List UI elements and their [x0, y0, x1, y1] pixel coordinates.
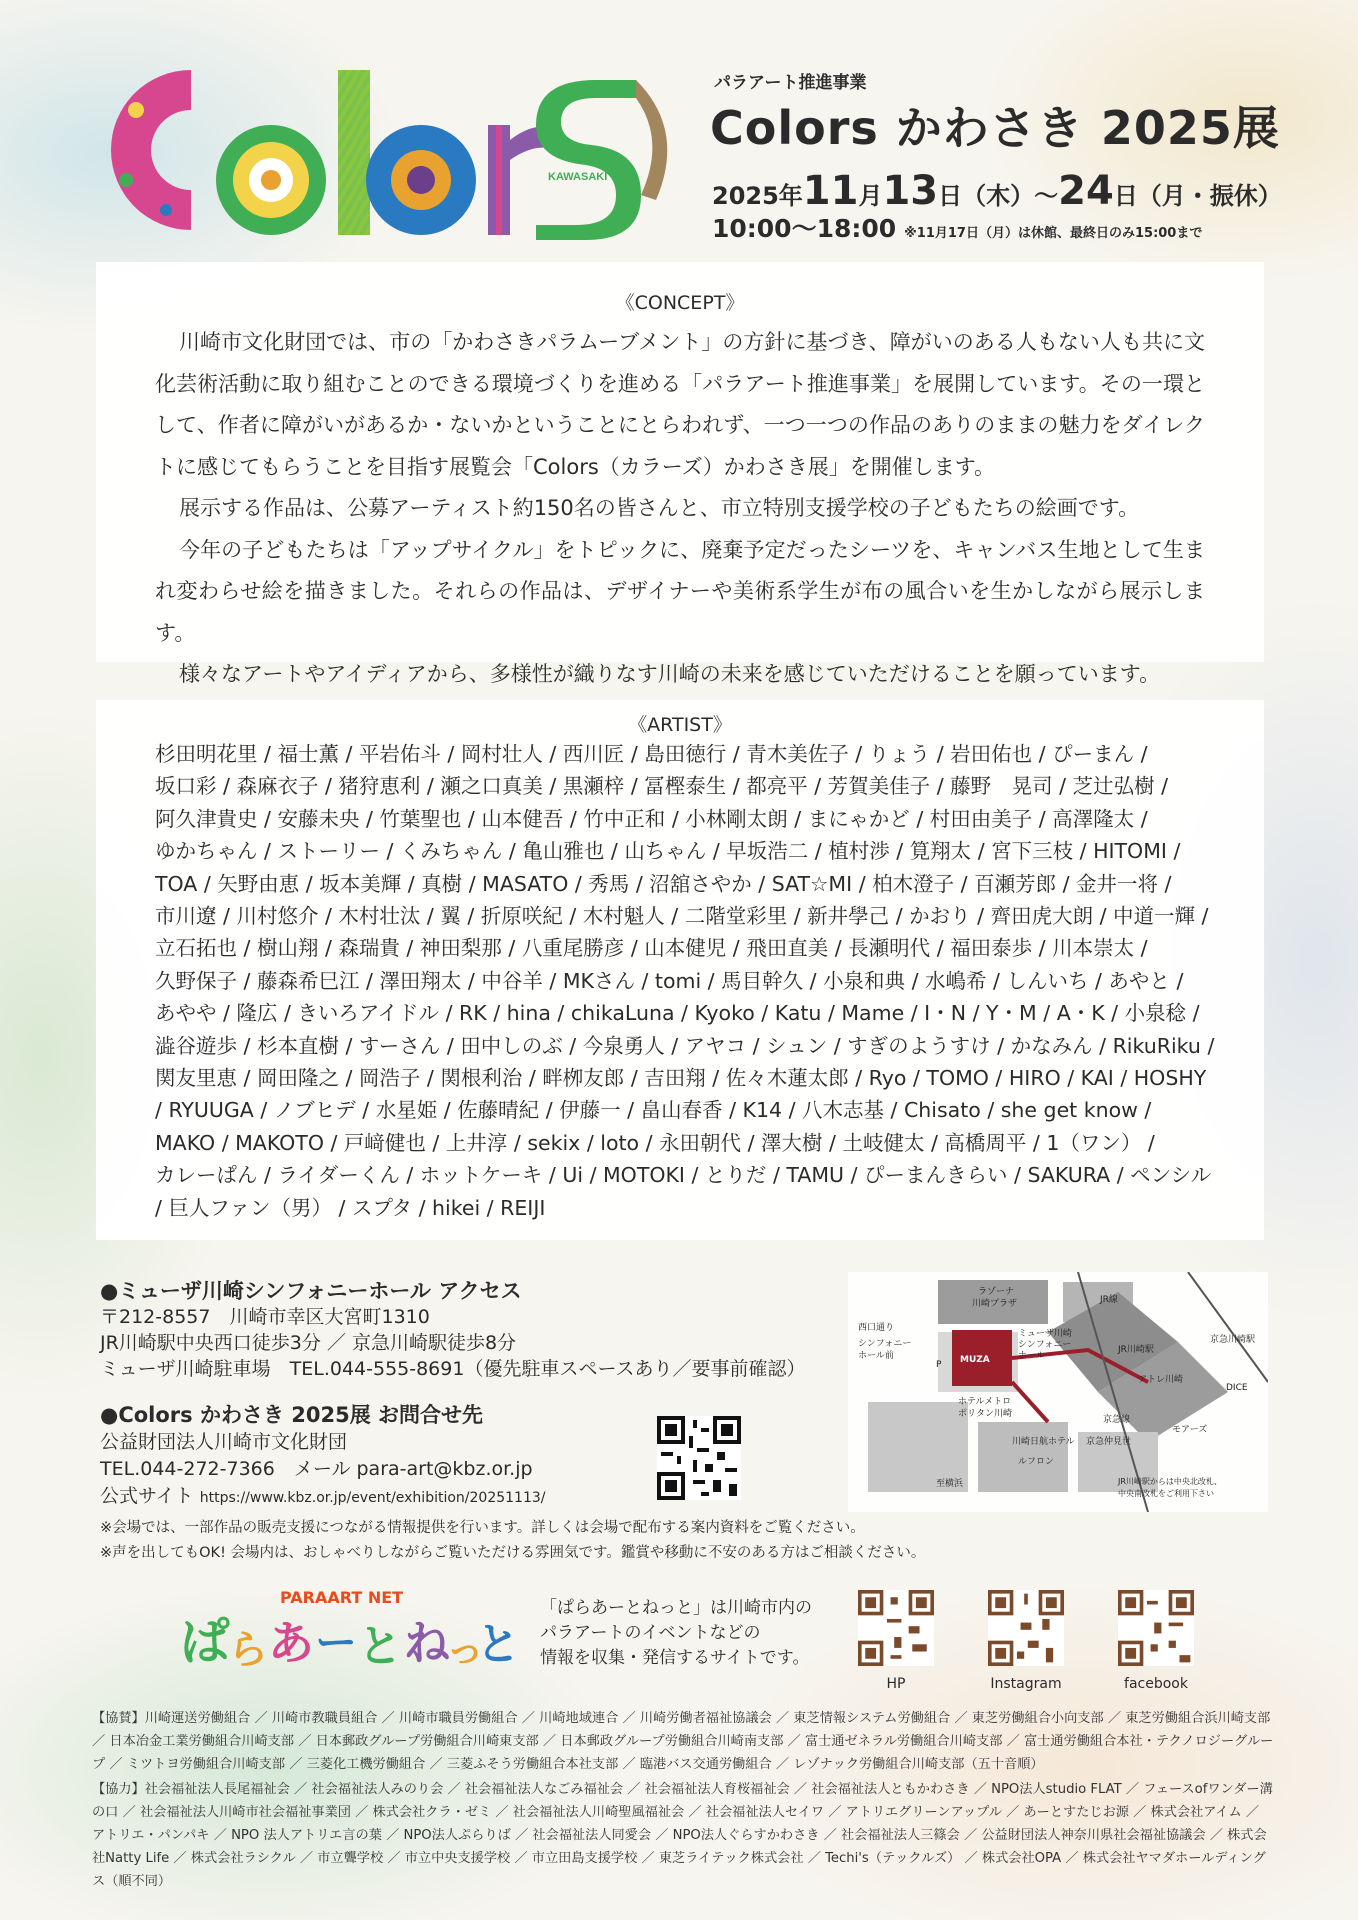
map-label-nikko: 川崎日航ホテル	[1012, 1437, 1075, 1447]
artist-name: 森瑞貴	[338, 936, 400, 961]
paraart-description-line: 「ぱらあーとねっと」は川崎市内の	[540, 1598, 812, 1618]
artist-list: 杉田明花里 / 福士薫 / 平岩佑斗 / 岡村壮人 / 西川匠 / 島田徳行 / 青木美佐子 / りょう / 岩田佑也 / ぴーまん / 坂口彩 / 森麻衣子 / 猪狩恵利 / 瀬之口真美 / 黒瀬梓 / 冨樫泰生 / 都亮平 / 芳賀美佳子 / 藤野 晃司 / 芝辻弘樹 / 阿久津貴史 / 安藤未央 / 竹葉聖也 / 山本健吾 / 竹中正和 / 小林剛太朗 / まにゃかど / 村田由美子 / 高澤隆太 / ゆかちゃん / ストーリー / くみちゃん / 亀山雅也 / 山ちゃん / 早坂浩二 / 植村渉 / 筧翔太 / 宮下三枝 / HITOMI / TOA / 矢野由恵 / 坂本美輝 / 真樹 / MASATO / 秀馬 / 沼舘さやか / SAT☆MI / 柏木澄子 / 百瀬芳郎 / 金井一将 / 市川遼 / 川村悠介 / 木村壮汰 / 翼 / 折原咲紀 / 木村魁人 / 二階堂彩里 / 新井學己 / かおり / 齊田虎大朗 / 中道一輝 / 立石拓也 / 樹山翔 / 森瑞貴 / 神田梨那 / 八重尾勝彦 / 山本健児 / 飛田直美 / 長瀬明代 / 福田泰歩 / 川本崇太 / 久野保子 / 藤森希巳江 / 澤田翔太 / 中谷羊 / MKさん / tomi / 馬目幹久 / 小泉和典 / 水嶋希 / しんいち / あやと / あやや / 隆広 / きいろアイドル / RK / hina / chikaLuna / Kyoko / Katu / Mame / I・N / Y・M / A・K / 小泉稔 / 澁谷遊歩 / 杉本直樹 / すーさん / 田中しのぶ / 今泉勇人 / アヤコ / シュン / すぎのようすけ / かなみん / RikuRiku / 関友里恵 / 岡田隆之 / 岡浩子 / 関根利治 / 畔栁友郎 / 吉田翔 / 佐々木蓮太郎 / Ryo / TOMO / HIRO / KAI / HOSHY / RYUUGA / ノブヒデ / 水星姫 / 佐藤晴紀 / 伊藤一 / 畠山春香 / K14 / 八木志基 / Chisato / she get know / MAKO / MAKOTO / 戸﨑健也 / 上井淳 / sekix / loto / 永田朝代 / 澤大樹 / 土岐健太 / 高橋周平 / 1（ワン） / カレーぱん / ライダーくん / ホットケーキ / Ui / MOTOKI / とりだ / TAMU / ぴーまんきらい / SAKURA / ペンシル / 巨人ファン（男） / スプタ / hikei / REIJI	[155, 742, 1215, 1220]
sponsors-kyosan	[92, 1707, 1274, 1776]
map-label-keikyu-station: 京急川崎駅	[1210, 1335, 1256, 1345]
artist-name: 芝辻弘樹	[1072, 774, 1155, 799]
artist-name: 岡村壮人	[460, 742, 543, 766]
artist-heading: 《ARTIST》	[628, 714, 732, 736]
artist-name: 筧翔太	[909, 839, 972, 864]
artist-name: 小泉和典	[823, 968, 906, 993]
artist-name: 隆広	[236, 1001, 278, 1026]
concept-paragraph: 様々なアートやアイディアから、多様性が織りなす川崎の未来を感じていただけることを願っています。	[179, 662, 1161, 686]
artist-name: 坂口彩	[155, 774, 217, 799]
artist-name: 齊田虎大朗	[990, 904, 1094, 929]
hours-note: ※11月17日（月）は休館、最終日のみ15:00まで	[904, 226, 1203, 241]
hours-text: 10:00～18:00	[712, 214, 897, 243]
artist-name: REIJI	[500, 1195, 546, 1220]
kyosan-list: 川崎運送労働組合 ／ 川崎市教職員組合 ／ 川崎市職員労働組合 ／ 川崎地域連合 ／ 川崎労働者福祉協議会 ／ 東芝情報システム労働組合 ／ 東芝労働組合小向支部 ／ 東芝労働組合浜川崎支部 ／ 日本冶金工業労働組合川崎支部 ／ 日本郵政グループ労働組合川崎東支部 ／ 日本郵政グループ労働組合川崎南支部 ／ 富士通ゼネラル労働組合川崎支部 ／ 富士通労働組合本社・テクノロジーグループ ／ ミツトヨ労働組合川崎支部 ／ 三菱化工機労働組合 ／ 三菱ふそう労働組合本社支部 ／ 臨港バス交通労働組合 ／ レゾナック労働組合川崎支部（五十音順）	[92, 1711, 1274, 1772]
logo-sub-text: KAWASAKI	[548, 171, 608, 183]
artist-name: 黒瀬梓	[562, 774, 625, 799]
artist-name: HITOMI	[1093, 839, 1167, 864]
map-label-muza-hall-2: シンフォニー	[1018, 1340, 1072, 1350]
map-label-jr-station: JR川崎駅	[1118, 1345, 1154, 1355]
artist-name: 川村悠介	[236, 904, 319, 929]
artist-name: 矢野由恵	[217, 871, 300, 896]
artist-name: TOMO	[926, 1066, 989, 1091]
map-label-hall-front: シンフォニー	[858, 1339, 912, 1349]
artist-name: 山本健吾	[481, 806, 564, 831]
artist-name: 樹山翔	[256, 936, 319, 961]
artist-name: 亀山雅也	[522, 839, 605, 864]
artist-name: くみちゃん	[399, 839, 503, 864]
artist-name: 神田梨那	[419, 936, 502, 961]
artist-name: 植村渉	[828, 839, 890, 864]
artist-name: 飛田直美	[746, 936, 829, 961]
artist-name: hikei	[432, 1195, 481, 1220]
official-site	[100, 1483, 880, 1512]
artist-name: 上井淳	[445, 1130, 508, 1155]
artist-name: Y・M	[986, 1001, 1037, 1026]
kyosan-label: 【協賛】	[92, 1711, 145, 1726]
artist-name: 芳賀美佳子	[827, 774, 931, 799]
map-label-nishiguchi: 西口通り	[858, 1323, 895, 1333]
date-month: 11	[802, 168, 859, 214]
artist-name: A・K	[1056, 1001, 1105, 1026]
artist-name: RYUUGA	[168, 1098, 254, 1123]
artist-name: 八木志基	[802, 1098, 885, 1123]
paraart-label: PARAART NET	[280, 1588, 404, 1607]
artist-name: loto	[600, 1130, 640, 1155]
artist-name: MASATO	[482, 871, 569, 896]
artist-name: 秀馬	[588, 871, 630, 896]
artist-name: tomi	[654, 968, 702, 993]
artist-name: 立石拓也	[155, 936, 237, 961]
map-label-muza-hall: ミューザ川崎	[1018, 1329, 1072, 1339]
artist-name: すぎのようすけ	[847, 1033, 991, 1058]
artist-name: 猪狩恵利	[338, 774, 421, 799]
artist-name: 阿久津貴史	[155, 806, 258, 831]
artist-name: 市川遼	[155, 904, 217, 929]
artist-name: あやや	[155, 1001, 217, 1026]
artist-name: Chisato	[903, 1098, 981, 1123]
site-label: 公式サイト	[100, 1485, 194, 1507]
map-label-hotel-metro: ホテルメトロ	[958, 1397, 1012, 1407]
artist-name: 翼	[440, 904, 461, 929]
access-address: 〒212-8557 川崎市幸区大宮町1310	[100, 1306, 430, 1328]
artist-name: スプタ	[351, 1195, 413, 1220]
artist-name: 岡田隆之	[256, 1066, 339, 1091]
artist-name: 金井一将	[1076, 871, 1159, 896]
access-heading: ●ミューザ川崎シンフォニーホール アクセス	[100, 1279, 522, 1303]
event-title: Colors かわさき 2025展	[710, 101, 1280, 155]
artist-name: TAMU	[786, 1163, 845, 1188]
artist-name: まにゃかど	[807, 806, 910, 831]
paraart-logo-char: あ	[268, 1616, 314, 1670]
paraart-description-line: 情報を収集・発信するサイトです。	[540, 1648, 810, 1668]
artist-name: ぴーまん	[1052, 742, 1135, 766]
artist-name: シュン	[766, 1033, 828, 1058]
artist-name: 杉本直樹	[256, 1033, 339, 1058]
artist-name: 竹葉聖也	[379, 806, 462, 831]
access-parking: ミューザ川崎駐車場 TEL.044-555-8691（優先駐車スペースあり／要事前確認）	[100, 1358, 806, 1380]
artist-name: 柏木澄子	[872, 871, 955, 896]
artist-name: I・N	[924, 1001, 967, 1026]
artist-name: りょう	[868, 742, 931, 766]
sponsors-section	[92, 1707, 1274, 1895]
map-label-lazona-2: 川崎プラザ	[972, 1299, 1018, 1309]
date-start-suffix: 日（木）～	[938, 182, 1059, 210]
map-label-lufron: ルフロン	[1018, 1457, 1055, 1467]
artist-name: Mame	[841, 1001, 905, 1026]
note-line: ※声を出してもOK! 会場内は、おしゃべりしながらご覧いただける雰囲気です。鑑賞や移動に不安のある方はご相談ください。	[100, 1545, 926, 1561]
artist-name: 高澤隆太	[1052, 806, 1135, 831]
artist-name: SAT☆MI	[771, 871, 853, 896]
artist-name: 川本崇太	[1052, 936, 1135, 961]
map-note-2: 中央南改札をご利用下さい	[1118, 1489, 1214, 1498]
artist-name: 宮下三枝	[991, 839, 1074, 864]
artist-name: 田中しのぶ	[460, 1033, 563, 1058]
concept-heading: 《CONCEPT》	[615, 292, 745, 314]
access-section	[100, 1278, 880, 1382]
paraart-logo-char: と	[358, 1621, 402, 1672]
artist-name: 新井學己	[807, 904, 890, 929]
artist-name: MOTOKI	[603, 1163, 685, 1188]
artist-name: 水嶋希	[925, 968, 987, 993]
artist-name: 森麻衣子	[236, 774, 319, 799]
artist-name: 永田朝代	[659, 1130, 742, 1155]
artist-name: 戸﨑健也	[343, 1130, 426, 1155]
artist-name: 山本健児	[644, 936, 727, 961]
artist-name: 八重尾勝彦	[521, 936, 625, 961]
qr-label-facebook: facebook	[1124, 1676, 1188, 1692]
access-map	[848, 1272, 1268, 1512]
artist-name: きいろアイドル	[297, 1001, 440, 1026]
event-date	[712, 168, 1282, 214]
kyoryoku-label: 【協力】	[92, 1782, 145, 1797]
artist-name: ぴーまんきらい	[864, 1163, 1008, 1188]
artist-name: 1（ワン）	[1046, 1130, 1142, 1155]
artist-name: 福士薫	[277, 742, 339, 766]
artist-name: しんいち	[1006, 968, 1089, 993]
artist-name: K14	[742, 1098, 783, 1123]
map-label-keikyu-ginza: 京急仲見世	[1086, 1437, 1132, 1447]
artist-name: 小泉稔	[1124, 1001, 1187, 1026]
artist-name: 関根利治	[440, 1066, 523, 1091]
artist-name: ペンシル	[1130, 1163, 1212, 1188]
artist-name: 長瀬明代	[848, 936, 931, 961]
artist-name: 吉田翔	[644, 1066, 706, 1091]
artist-name: Kyoko	[694, 1001, 755, 1026]
site-url[interactable]: https://www.kbz.or.jp/event/exhibition/20251113/	[199, 1490, 546, 1506]
qr-label-hp: HP	[886, 1676, 906, 1692]
artist-name: 二階堂彩里	[684, 904, 788, 929]
map-label-dice: DICE	[1226, 1383, 1248, 1393]
artist-name: 百瀬芳郎	[974, 871, 1057, 896]
artist-name: 岡浩子	[358, 1066, 421, 1091]
map-label-moazu: モアーズ	[1172, 1425, 1208, 1435]
artist-name: ゆかちゃん	[155, 839, 258, 864]
map-label-jr-line: JR線	[1100, 1295, 1118, 1305]
artist-name: 坂本美輝	[319, 871, 402, 896]
artist-name: chikaLuna	[570, 1001, 675, 1026]
artist-name: とりだ	[704, 1163, 767, 1188]
colors-logo	[96, 50, 686, 250]
artist-name: 木村壮汰	[338, 904, 421, 929]
artist-name: 伊藤一	[559, 1098, 621, 1123]
artist-name: HOSHY	[1133, 1066, 1207, 1091]
artist-name: 中道一輝	[1113, 904, 1196, 929]
artist-name: 澤大樹	[761, 1130, 823, 1155]
artist-name: 畠山春香	[640, 1098, 723, 1123]
artist-name: ホットケーキ	[419, 1163, 543, 1188]
paraart-logo-char: ね	[404, 1616, 450, 1670]
artist-name: ライダーくん	[277, 1163, 400, 1188]
artist-name: 高橋周平	[944, 1130, 1027, 1155]
paraart-logo-char: っ	[446, 1628, 485, 1672]
contact-org: 公益財団法人川崎市文化財団	[100, 1431, 348, 1453]
artist-name: KAI	[1080, 1066, 1114, 1091]
artist-name: Katu	[774, 1001, 822, 1026]
paraart-description	[540, 1596, 812, 1671]
artist-name: Ryo	[868, 1066, 907, 1091]
date-end-day: 24	[1058, 168, 1114, 214]
artist-name: ノブヒデ	[273, 1098, 356, 1123]
paraart-logo-char: と	[476, 1619, 520, 1670]
artist-name: 折原咲紀	[480, 904, 563, 929]
artist-name: 安藤未央	[277, 806, 360, 831]
artist-name: RK	[459, 1001, 487, 1026]
artist-name: HIRO	[1008, 1066, 1061, 1091]
artist-name: 杉田明花里	[155, 742, 258, 766]
map-label-to-yokohama: 至横浜	[936, 1479, 964, 1489]
artist-name: 青木美佐子	[746, 742, 849, 766]
artist-name: MAKOTO	[235, 1130, 324, 1155]
artist-name: 関友里恵	[155, 1066, 237, 1091]
artist-name: アヤコ	[684, 1033, 747, 1058]
artist-name: ストーリー	[277, 839, 380, 864]
artist-name: 真樹	[421, 871, 463, 896]
artist-name: 冨樫泰生	[644, 774, 727, 799]
notes	[100, 1516, 1000, 1566]
contact-section	[100, 1402, 880, 1512]
date-end-suffix: 日（月・振休）	[1113, 182, 1282, 210]
contact-tel-mail: TEL.044-272-7366 メール para-art@kbz.or.jp	[100, 1458, 533, 1480]
kyoryoku-list: 社会福祉法人長尾福祉会 ／ 社会福祉法人みのり会 ／ 社会福祉法人なごみ福祉会 ／ 社会福祉法人育桜福祉会 ／ 社会福祉法人ともかわさき ／ NPO法人studio FLAT ／ フェースofワンダー溝の口 ／ 社会福祉法人川崎市社会福祉事業団 ／ 株式会社クラ・ゼミ ／ 社会福祉法人川崎聖風福祉会 ／ 社会福祉法人セイワ ／ アトリエグリーンアップル ／ あーとすたじお源 ／ 株式会社アイム ／ アトリエ・パンパキ ／ NPO 法人アトリエ言の葉 ／ NPO法人ぷらりば ／ 社会福祉法人同愛会 ／ NPO法人ぐらすかわさき ／ 社会福祉法人三篠会 ／ 公益財団法人神奈川県社会福祉協議会 ／ 株式会社Natty Life ／ 株式会社ラシクル ／ 市立聾学校 ／ 市立中央支援学校 ／ 市立田島支援学校 ／ 東芝ライテック株式会社 ／ Techi's（テックルズ） ／ 株式会社OPA ／ 株式会社ヤマダホールディングス（順不同）	[92, 1782, 1273, 1889]
artist-name: 沼舘さやか	[649, 871, 752, 896]
artist-name: あやと	[1108, 968, 1170, 993]
paraart-logo-char: ぱ	[180, 1613, 230, 1671]
map-muza-logo: MUZA	[960, 1355, 990, 1365]
artist-name: 竹中正和	[583, 806, 666, 831]
artist-name: 澁谷遊歩	[155, 1033, 237, 1058]
paraart-logo-char: ら	[228, 1627, 268, 1673]
concept-paragraph: 展示する作品は、公募アーティスト約150名の皆さんと、市立特別支援学校の子どもたちの絵画です。	[179, 496, 1140, 520]
artist-name: she get know	[1000, 1098, 1138, 1123]
artist-name: 福田泰歩	[950, 936, 1033, 961]
event-category: パラアート推進事業	[714, 73, 867, 93]
paraart-net-logo	[180, 1587, 520, 1677]
sponsors-kyoryoku	[92, 1778, 1274, 1893]
note-line: ※会場では、一部作品の販売支援につながる情報提供を行います。詳しくは会場で配布する案内資料をご覧ください。	[100, 1520, 865, 1536]
artist-name: 久野保子	[155, 968, 237, 993]
qr-code-facebook[interactable]	[1118, 1590, 1194, 1666]
artist-name: 藤森希巳江	[256, 968, 360, 993]
map-note: JR川崎駅からは中央北改札、	[1118, 1477, 1222, 1486]
artist-name: Ui	[562, 1163, 584, 1188]
contact-heading: ●Colors かわさき 2025展 お問合せ先	[100, 1403, 484, 1427]
artist-name: hina	[506, 1001, 551, 1026]
qr-label-instagram: Instagram	[990, 1676, 1062, 1692]
artist-name: 平岩佑斗	[358, 742, 441, 766]
date-start-day: 13	[882, 168, 939, 214]
artist-name: 今泉勇人	[582, 1033, 665, 1058]
artist-name: TOA	[155, 871, 198, 896]
artist-name: すーさん	[358, 1033, 441, 1058]
concept-body	[155, 322, 1205, 696]
artist-name: 都亮平	[746, 774, 808, 799]
artist-name: カレーぱん	[155, 1163, 258, 1188]
artist-name: sekix	[527, 1130, 581, 1155]
access-stations: JR川崎駅中央西口徒歩3分 ／ 京急川崎駅徒歩8分	[100, 1332, 517, 1354]
artist-name: 水星姫	[375, 1098, 438, 1123]
artist-name: 山ちゃん	[624, 839, 707, 864]
concept-paragraph: 今年の子どもたちは「アップサイクル」をトピックに、廃棄予定だったシーツを、キャンバス生地として生まれ変わらせ絵を描きました。それらの作品は、デザイナーや美術系学生が布の風合いを生かしながら展示します。	[155, 537, 1205, 645]
artist-name: 畔栁友郎	[542, 1066, 625, 1091]
artist-name: 巨人ファン（男）	[168, 1195, 333, 1220]
map-label-muza-hall-3: ホール	[1018, 1351, 1045, 1361]
artist-name: MKさん	[562, 968, 635, 993]
map-label-hotel-metro-2: ポリタン川崎	[958, 1409, 1013, 1419]
artist-name: 西川匠	[562, 742, 625, 766]
artist-name: かおり	[909, 904, 971, 929]
artist-name: 中谷羊	[481, 968, 543, 993]
map-label-hall-front-2: ホール前	[858, 1351, 894, 1361]
artist-name: MAKO	[155, 1130, 216, 1155]
date-month-unit: 月	[858, 182, 883, 210]
map-label-lazona: ラゾーナ	[978, 1287, 1015, 1297]
artist-name: 澤田翔太	[379, 968, 462, 993]
map-parking: P	[936, 1360, 942, 1370]
artist-name: かなみん	[1010, 1033, 1093, 1058]
artist-name: 木村魁人	[582, 904, 665, 929]
qr-code-hp[interactable]	[858, 1590, 934, 1666]
artist-name: 小林剛太朗	[685, 806, 788, 831]
artist-name: 佐藤晴紀	[457, 1098, 540, 1123]
artist-name: 土岐健太	[842, 1130, 925, 1155]
artist-name: 早坂浩二	[726, 839, 809, 864]
artist-name: 島田徳行	[644, 742, 727, 766]
artist-name: 藤野 晃司	[950, 774, 1053, 799]
artist-name: 馬目幹久	[721, 968, 804, 993]
qr-code-official-site[interactable]	[657, 1416, 741, 1500]
concept-paragraph: 川崎市文化財団では、市の「かわさきパラムーブメント」の方針に基づき、障がいのある人もない人も共に文化芸術活動に取り組むことのできる環境づくりを進める「パラアート推進事業」を展開しています。その一環として、作者に障がいがあるか・ないかということにとらわれず、一つ一つの作品のありのままの魅力をダイレクトに感じてもらうことを目指す展覧会「Colors（カラーズ）かわさき展」を開催します。	[155, 330, 1205, 479]
qr-code-instagram[interactable]	[988, 1590, 1064, 1666]
paraart-description-line: パラアートのイベントなどの	[540, 1623, 761, 1643]
artist-name: SAKURA	[1027, 1163, 1111, 1188]
artist-name: 村田由美子	[929, 806, 1033, 831]
artist-name: 瀬之口真美	[440, 774, 543, 799]
event-hours	[712, 209, 1202, 245]
paraart-logo-char: ー	[315, 1618, 358, 1667]
date-year: 2025年	[712, 182, 803, 210]
map-label-atre: アトレ川崎	[1138, 1375, 1184, 1385]
artist-name: 岩田佑也	[950, 742, 1033, 766]
map-label-keikyu-line: 京急線	[1103, 1415, 1131, 1425]
artist-name: RikuRiku	[1112, 1033, 1201, 1058]
artist-name: 佐々木蓮太郎	[725, 1066, 849, 1091]
